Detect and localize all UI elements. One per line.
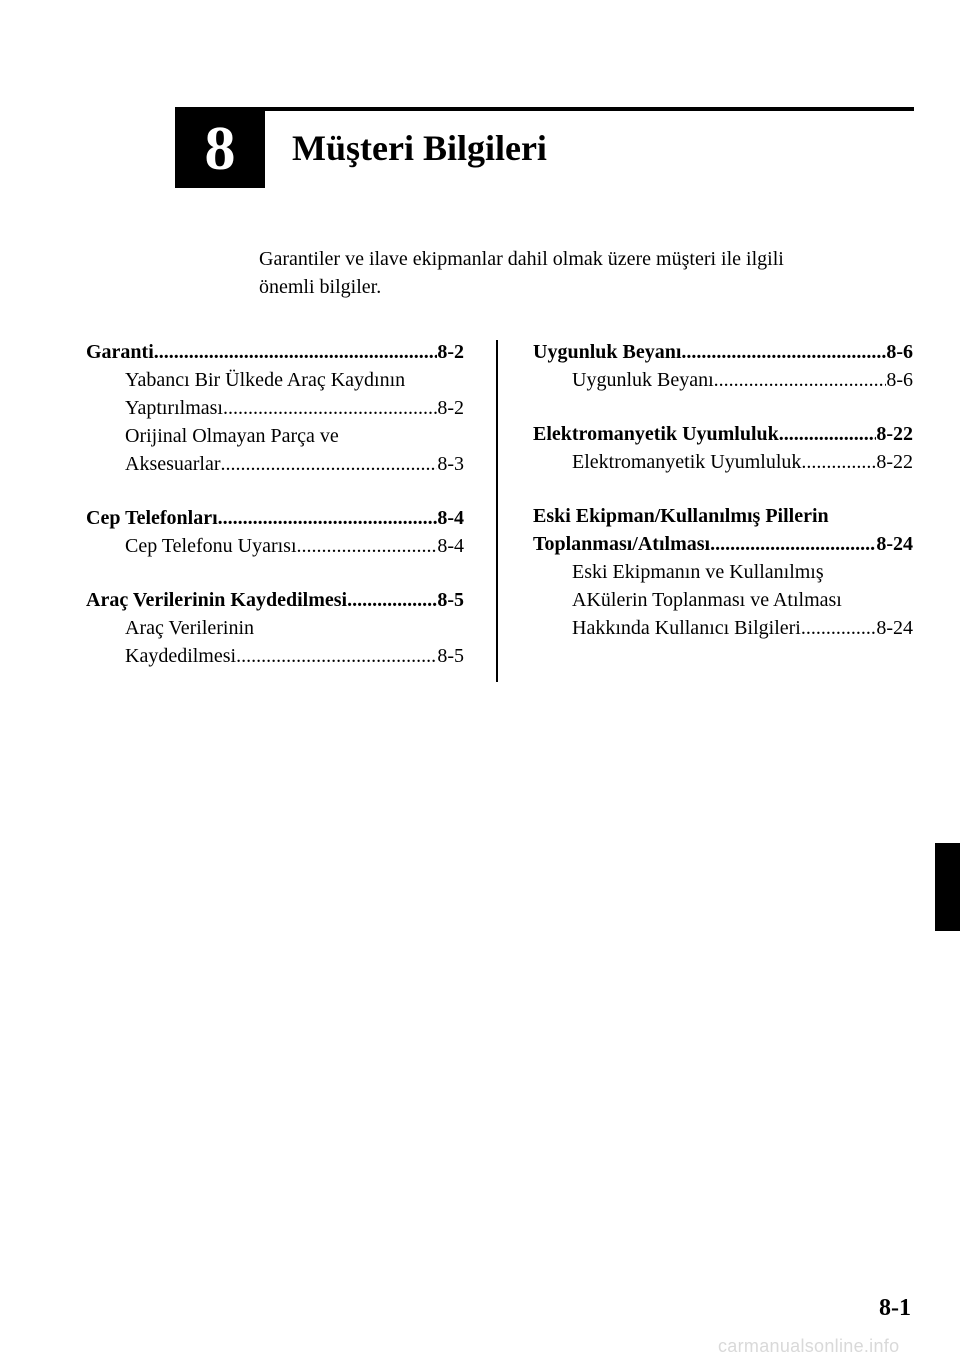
- toc-heading-page: 8-4: [437, 507, 464, 529]
- toc-item-link[interactable]: [86, 450, 464, 478]
- toc-item-line[interactable]: AKülerin Toplanması ve Atılması: [572, 589, 842, 611]
- toc-item-title: Yaptırılması: [125, 397, 223, 419]
- dot-leader: [681, 338, 886, 366]
- toc-heading-page: 8-2: [437, 341, 464, 363]
- toc-item-line[interactable]: Araç Verilerinin: [125, 617, 255, 639]
- toc-heading-link[interactable]: [86, 504, 464, 532]
- toc-item-line[interactable]: Orijinal Olmayan Parça ve: [125, 425, 339, 447]
- toc-heading-title: Toplanması/Atılması: [533, 533, 711, 555]
- dot-leader: [154, 338, 438, 366]
- dot-leader: [801, 448, 876, 476]
- toc-item-line[interactable]: Yabancı Bir Ülkede Araç Kaydının: [125, 369, 406, 391]
- chapter-tab-marker: [935, 843, 960, 931]
- toc-item-link[interactable]: [86, 532, 464, 560]
- toc-item-page: 8-5: [437, 645, 464, 667]
- toc-item-line[interactable]: Eski Ekipmanın ve Kullanılmış: [572, 561, 824, 583]
- chapter-number-box: [175, 111, 265, 188]
- toc-item-link[interactable]: [533, 448, 913, 476]
- toc-heading-title: Garanti: [86, 341, 154, 363]
- toc-heading-title: Uygunluk Beyanı: [533, 341, 682, 363]
- toc-item-link[interactable]: [533, 614, 913, 642]
- toc-heading-page: 8-5: [437, 589, 464, 611]
- toc-section-cep-telefonlari: [86, 504, 464, 560]
- dot-leader: [714, 366, 887, 394]
- toc-section-garanti: [86, 338, 464, 478]
- toc-item-page: 8-22: [876, 451, 913, 473]
- toc-item-title: Elektromanyetik Uyumluluk: [572, 451, 802, 473]
- watermark: carmanualsonline.info: [718, 1336, 900, 1356]
- toc-heading-title: Araç Verilerinin Kaydedilmesi: [86, 589, 348, 611]
- toc-heading-title: Cep Telefonları: [86, 507, 218, 529]
- toc-item-title: Uygunluk Beyanı: [572, 369, 714, 391]
- intro-line-1: Garantiler ve ilave ekipmanlar dahil olmak üzere müşteri ile ilgili: [259, 248, 784, 270]
- toc-heading-link[interactable]: [86, 586, 464, 614]
- dot-leader: [347, 586, 437, 614]
- toc-heading-page: 8-6: [886, 341, 913, 363]
- column-divider: [496, 340, 498, 682]
- dot-leader: [218, 504, 438, 532]
- toc-section-eski-ekipman: [533, 502, 913, 642]
- toc-section-elektromanyetik: [533, 420, 913, 476]
- toc-heading-page: 8-24: [876, 533, 913, 555]
- toc-heading-link[interactable]: [533, 420, 913, 448]
- dot-leader: [221, 450, 438, 478]
- toc-item-page: 8-4: [437, 535, 464, 557]
- toc-section-arac-verileri: [86, 586, 464, 670]
- toc-item-title: Hakkında Kullanıcı Bilgileri: [572, 617, 801, 639]
- chapter-number: 8: [204, 115, 236, 183]
- toc-heading-page: 8-22: [876, 423, 913, 445]
- dot-leader: [236, 642, 437, 670]
- toc-item-title: Kaydedilmesi: [125, 645, 237, 667]
- toc-right-column: [533, 338, 913, 668]
- toc-item-page: 8-6: [886, 369, 913, 391]
- toc-item-link[interactable]: [86, 394, 464, 422]
- intro-line-2: önemli bilgiler.: [259, 276, 382, 298]
- toc-item-page: 8-2: [437, 397, 464, 419]
- dot-leader: [801, 614, 876, 642]
- page-number: 8-1: [879, 1295, 911, 1321]
- dot-leader: [779, 420, 877, 448]
- toc-item-link[interactable]: [533, 366, 913, 394]
- toc-heading-line[interactable]: Eski Ekipman/Kullanılmış Pillerin: [533, 505, 829, 527]
- toc-item-page: 8-24: [876, 617, 913, 639]
- toc-item-title: Cep Telefonu Uyarısı: [125, 535, 297, 557]
- toc-heading-link[interactable]: [86, 338, 464, 366]
- toc-item-link[interactable]: [86, 642, 464, 670]
- toc-heading-link[interactable]: [533, 338, 913, 366]
- toc-heading-title: Elektromanyetik Uyumluluk: [533, 423, 779, 445]
- toc-heading-link[interactable]: [533, 530, 913, 558]
- dot-leader: [223, 394, 437, 422]
- chapter-header-rule: [175, 107, 914, 111]
- toc-section-uygunluk-beyani: [533, 338, 913, 394]
- toc-item-title: Aksesuarlar: [125, 453, 221, 475]
- toc-left-column: [86, 338, 464, 696]
- chapter-title: Müşteri Bilgileri: [292, 128, 547, 168]
- toc-item-page: 8-3: [437, 453, 464, 475]
- dot-leader: [297, 532, 438, 560]
- dot-leader: [710, 530, 876, 558]
- chapter-intro: [259, 245, 899, 301]
